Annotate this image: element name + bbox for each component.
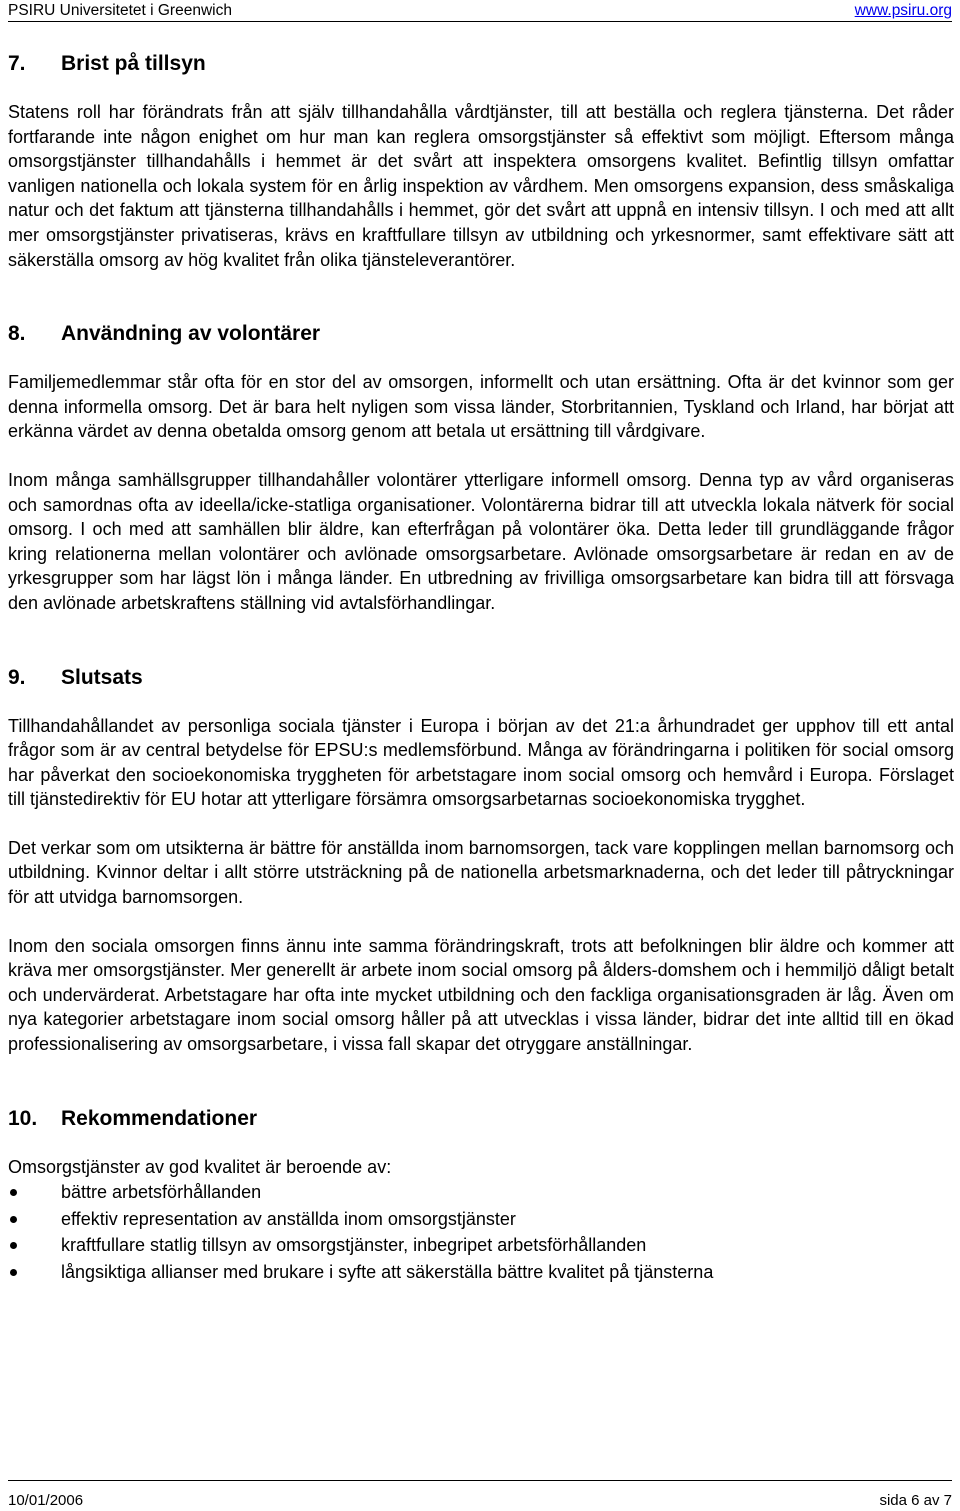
footer-divider xyxy=(8,1480,952,1481)
list-item xyxy=(8,1206,954,1233)
footer-date: 10/01/2006 xyxy=(8,1492,84,1509)
paragraph: Familjemedlemmar står ofta för en stor del av omsorgen, informellt och utan ersättning. Ofta är det kvinnor som ger denna informella omsorg. Det är bara helt nyligen som vissa länder, Storbritannien, Tyskland och Irland, har börjat att erkänna värdet av denna obetalda omsorg genom att betala ut ersättning till vårdgivare. xyxy=(8,372,954,442)
bullet-icon xyxy=(10,1216,17,1223)
recommendations-list xyxy=(8,1179,954,1285)
page-footer xyxy=(8,1480,952,1511)
paragraph: Statens roll har förändrats från att själv tillhandahålla vårdtjänster, till att beställa och reglera tjänsterna. Det råder fortfarande inte någon enighet om hur man kan reglera omsorgstjänster så effektivt som möjligt. Eftersom många omsorgstjänster tillhandahålls i hemmet är det svårt att inspektera omsorgens kvalitet. Befintlig tillsyn omfattar vanligen nationella och lokala system för en årlig inspektion av vårdhem. Men omsorgens expansion, dess småskaliga natur och det faktum att tjänsterna tillhandahålls i hemmet, gör det svårt att uppnå en intensiv tillsyn. I och med att allt mer omsorgstjänster privatiseras, krävs en kraftfullare tillsyn av utbildning och yrkesnormer, samt effektivare sätt att säkerställa omsorg av hög kvalitet från olika tjänsteleverantörer. xyxy=(8,102,954,270)
list-intro: Omsorgstjänster av god kvalitet är beroende av: xyxy=(8,1156,392,1177)
page-header xyxy=(8,0,952,22)
list-item xyxy=(8,1179,954,1206)
section-number: 10. xyxy=(8,1106,38,1130)
list-item-text: effektiv representation av anställda inom omsorgstjänster xyxy=(61,1208,516,1229)
list-item xyxy=(8,1259,954,1286)
paragraph: Inom många samhällsgrupper tillhandahåller volontärer ytterligare informell omsorg. Denna typ av vård organiseras och samordnas ofta av ideella/icke-statliga organisationer. Volontärerna bidrar till att utveckla lokala nätverk för social omsorg. I och med att samhällen blir äldre, kan efterfrågan på volontärer öka. Detta leder till grundläggande frågor kring relationerna mellan volontärer och avlönade omsorgsarbetare. Avlönade omsorgsarbetare är redan en av de yrkesgrupper som har lägst lön i många länder. En utbredning av frivilliga omsorgsarbetare kan bidra till att försvaga den avlönade arbetskraftens ställning vid avtalsförhandlingar. xyxy=(8,469,954,613)
header-divider xyxy=(8,21,952,22)
header-website-link[interactable]: www.psiru.org xyxy=(854,2,952,19)
section-number: 7. xyxy=(8,52,26,75)
section-10 xyxy=(8,1105,954,1286)
section-heading xyxy=(8,1105,954,1133)
header-organization: PSIRU Universitetet i Greenwich xyxy=(8,2,232,19)
paragraph: Tillhandahållandet av personliga sociala tjänster i Europa i början av det 21:a århundradet ger upphov till ett antal frågor som är av central betydelse för EPSU:s medlemsförbund. Många av förändringarna i politiken för social omsorg har påverkat den socioekonomiska tryggheten för arbetstagare inom social omsorg och hemvård i Europa. Förslaget till tjänstedirektiv för EU hotar att ytterligare försämra omsorgsarbetarnas socioekonomiska trygghet. xyxy=(8,715,954,810)
bullet-icon xyxy=(10,1242,17,1249)
section-title: Brist på tillsyn xyxy=(61,52,206,75)
section-heading xyxy=(8,320,954,348)
section-number: 9. xyxy=(8,665,26,689)
bullet-icon xyxy=(10,1269,17,1276)
section-heading xyxy=(8,50,954,78)
section-9 xyxy=(8,664,954,1057)
list-item-text: långsiktiga allianser med brukare i syfte att säkerställa bättre kvalitet på tjänsterna xyxy=(61,1261,714,1282)
section-heading xyxy=(8,664,954,692)
paragraph: Det verkar som om utsikterna är bättre för anställda inom barnomsorgen, tack vare kopplingen mellan barnomsorg och utbildning. Kvinnor deltar i allt större utsträckning på de nationella arbetsmarknaderna, och det leder till påtryckningar för att utvidga barnomsorgen. xyxy=(8,837,954,908)
document-body xyxy=(8,50,954,1285)
section-title: Rekommendationer xyxy=(61,1106,258,1130)
list-item-text: bättre arbetsförhållanden xyxy=(61,1182,262,1203)
footer-page-number: sida 6 av 7 xyxy=(879,1492,952,1509)
section-title: Slutsats xyxy=(61,665,143,689)
section-8 xyxy=(8,320,954,615)
section-7 xyxy=(8,50,954,272)
bullet-icon xyxy=(10,1189,17,1196)
section-title: Användning av volontärer xyxy=(61,322,321,346)
paragraph: Inom den sociala omsorgen finns ännu inte samma förändringskraft, trots att befolkningen blir äldre och kommer att kräva mer omsorgstjänster. Mer generellt är arbete inom social omsorg på ålders-domshem och i hemmiljö dåligt betalt och undervärderat. Arbetstagare har ofta inte mycket utbildning och den fackliga organisationsgraden är låg. Även om nya kategorier arbetstagare inom social omsorg håller på att utvecklas i vissa länder, bidrar det inte alltid till en ökad professionalisering av omsorgsarbetare, i vissa fall skapar det otryggare anställningar. xyxy=(8,935,954,1055)
list-item-text: kraftfullare statlig tillsyn av omsorgstjänster, inbegripet arbetsförhållanden xyxy=(61,1235,647,1256)
section-number: 8. xyxy=(8,322,26,346)
list-item xyxy=(8,1232,954,1259)
